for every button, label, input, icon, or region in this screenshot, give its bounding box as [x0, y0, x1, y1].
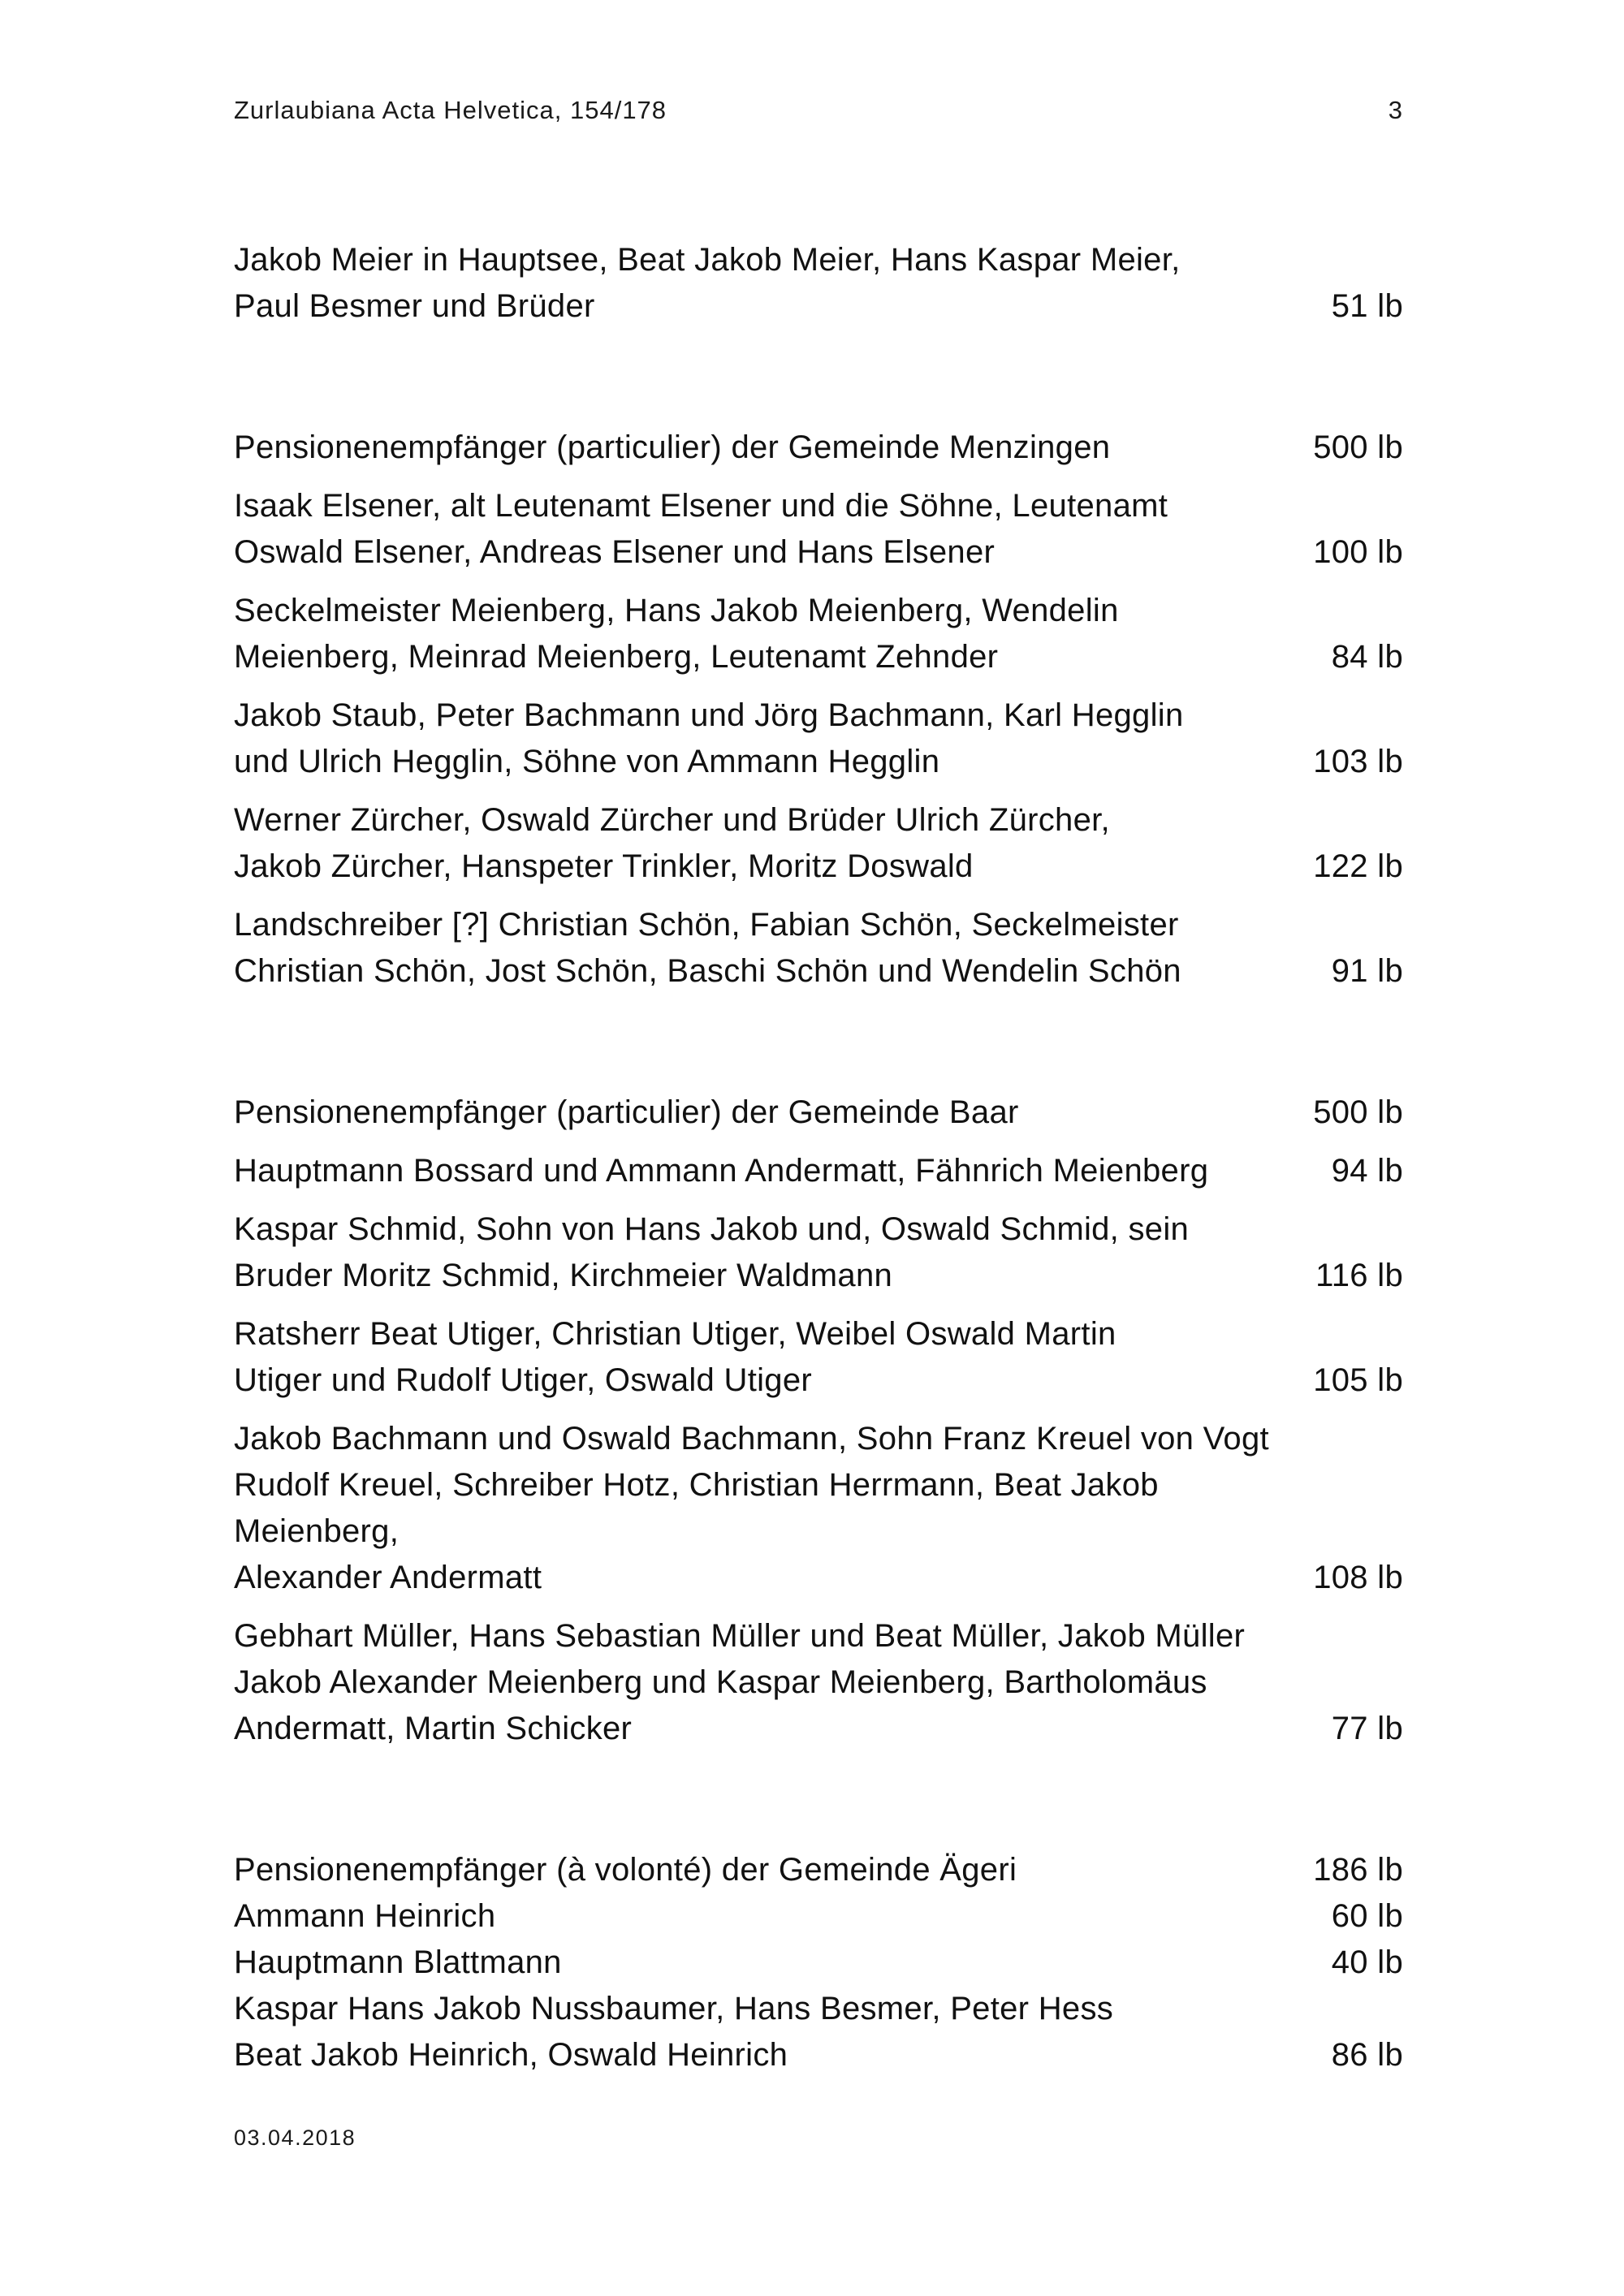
entry-row: [234, 483, 1403, 576]
entry-row: [234, 1311, 1403, 1404]
entry-names: Pensionenempfänger (particulier) der Gemeinde Menzingen: [234, 429, 1111, 465]
entry-names: Ammann Heinrich: [234, 1898, 496, 1934]
entry-row: [234, 588, 1403, 680]
entry-row: [234, 1940, 1403, 1986]
entry-amount: 116 lb: [1315, 1258, 1403, 1293]
entry-names: Pensionenempfänger (à volonté) der Gemeinde Ägeri: [234, 1852, 1017, 1888]
entry-row: [234, 1148, 1403, 1194]
entry-row: [234, 1986, 1403, 2078]
entry-names: Pensionenempfänger (particulier) der Gemeinde Baar: [234, 1094, 1019, 1130]
entry-amount: 94 lb: [1331, 1153, 1403, 1189]
section-baar: [234, 1090, 1403, 1752]
entry-names: Jakob Staub, Peter Bachmann und Jörg Bachmann, Karl Hegglin und Ulrich Hegglin, Söhne von Ammann Hegglin: [234, 697, 1184, 779]
entry-amount: 100 lb: [1313, 534, 1403, 570]
entry-row: [234, 1206, 1403, 1299]
entry-amount: 40 lb: [1331, 1944, 1403, 1980]
entry-amount: 105 lb: [1313, 1362, 1403, 1398]
entry-row: [234, 797, 1403, 890]
entry-names: Hauptmann Blattmann: [234, 1944, 562, 1980]
section-intro: [234, 237, 1403, 330]
section-aegeri: [234, 1847, 1403, 2078]
entry-amount: 500 lb: [1313, 429, 1403, 465]
entry-row: [234, 693, 1403, 785]
entry-row: [234, 1847, 1403, 1893]
entry-amount: 60 lb: [1331, 1898, 1403, 1934]
entry-names: Jakob Bachmann und Oswald Bachmann, Sohn Franz Kreuel von Vogt Rudolf Kreuel, Schreiber Hotz, Christian Herrmann, Beat Jakob Meienberg, Alexander Andermatt: [234, 1421, 1269, 1595]
entry-names: Ratsherr Beat Utiger, Christian Utiger, Weibel Oswald Martin Utiger und Rudolf Utiger, Oswald Utiger: [234, 1316, 1116, 1398]
page-number: 3: [1388, 96, 1403, 124]
entry-names: Landschreiber [?] Christian Schön, Fabian Schön, Seckelmeister Christian Schön, Jost Schön, Baschi Schön und Wendelin Schön: [234, 907, 1181, 989]
entry-amount: 108 lb: [1313, 1560, 1403, 1595]
entry-amount: 77 lb: [1331, 1711, 1403, 1746]
entry-row: [234, 1613, 1403, 1752]
entry-amount: 186 lb: [1313, 1852, 1403, 1888]
entry-names: Hauptmann Bossard und Ammann Andermatt, Fähnrich Meienberg: [234, 1153, 1209, 1189]
entry-row: [234, 425, 1403, 471]
entry-row: [234, 237, 1403, 330]
entry-amount: 91 lb: [1331, 953, 1403, 989]
running-header-title: Zurlaubiana Acta Helvetica, 154/178: [234, 96, 667, 124]
section-menzingen: [234, 425, 1403, 995]
entry-amount: 103 lb: [1313, 744, 1403, 779]
entry-names: Kaspar Hans Jakob Nussbaumer, Hans Besmer, Peter Hess Beat Jakob Heinrich, Oswald Heinrich: [234, 1991, 1114, 2073]
entry-names: Werner Zürcher, Oswald Zürcher und Brüder Ulrich Zürcher, Jakob Zürcher, Hanspeter Trinkler, Moritz Doswald: [234, 802, 1110, 884]
entry-row: [234, 1893, 1403, 1940]
entry-names: Jakob Meier in Hauptsee, Beat Jakob Meier, Hans Kaspar Meier, Paul Besmer und Brüder: [234, 242, 1181, 324]
entry-amount: 84 lb: [1331, 639, 1403, 675]
entry-amount: 86 lb: [1331, 2037, 1403, 2073]
entry-names: Kaspar Schmid, Sohn von Hans Jakob und, Oswald Schmid, sein Bruder Moritz Schmid, Kirchmeier Waldmann: [234, 1211, 1190, 1293]
entry-amount: 51 lb: [1331, 288, 1403, 324]
entry-names: Isaak Elsener, alt Leutenamt Elsener und die Söhne, Leutenamt Oswald Elsener, Andreas Elsener und Hans Elsener: [234, 488, 1168, 570]
entry-row: [234, 1416, 1403, 1601]
document-body: [234, 237, 1403, 2173]
footer-date: 03.04.2018: [234, 2126, 356, 2150]
entry-names: Gebhart Müller, Hans Sebastian Müller und Beat Müller, Jakob Müller Jakob Alexander Meienberg und Kaspar Meienberg, Bartholomäus Andermatt, Martin Schicker: [234, 1618, 1246, 1746]
entry-amount: 500 lb: [1313, 1094, 1403, 1130]
entry-names: Seckelmeister Meienberg, Hans Jakob Meienberg, Wendelin Meienberg, Meinrad Meienberg, Leutenamt Zehnder: [234, 593, 1119, 675]
entry-amount: 122 lb: [1313, 848, 1403, 884]
entry-row: [234, 902, 1403, 995]
entry-row: [234, 1090, 1403, 1136]
